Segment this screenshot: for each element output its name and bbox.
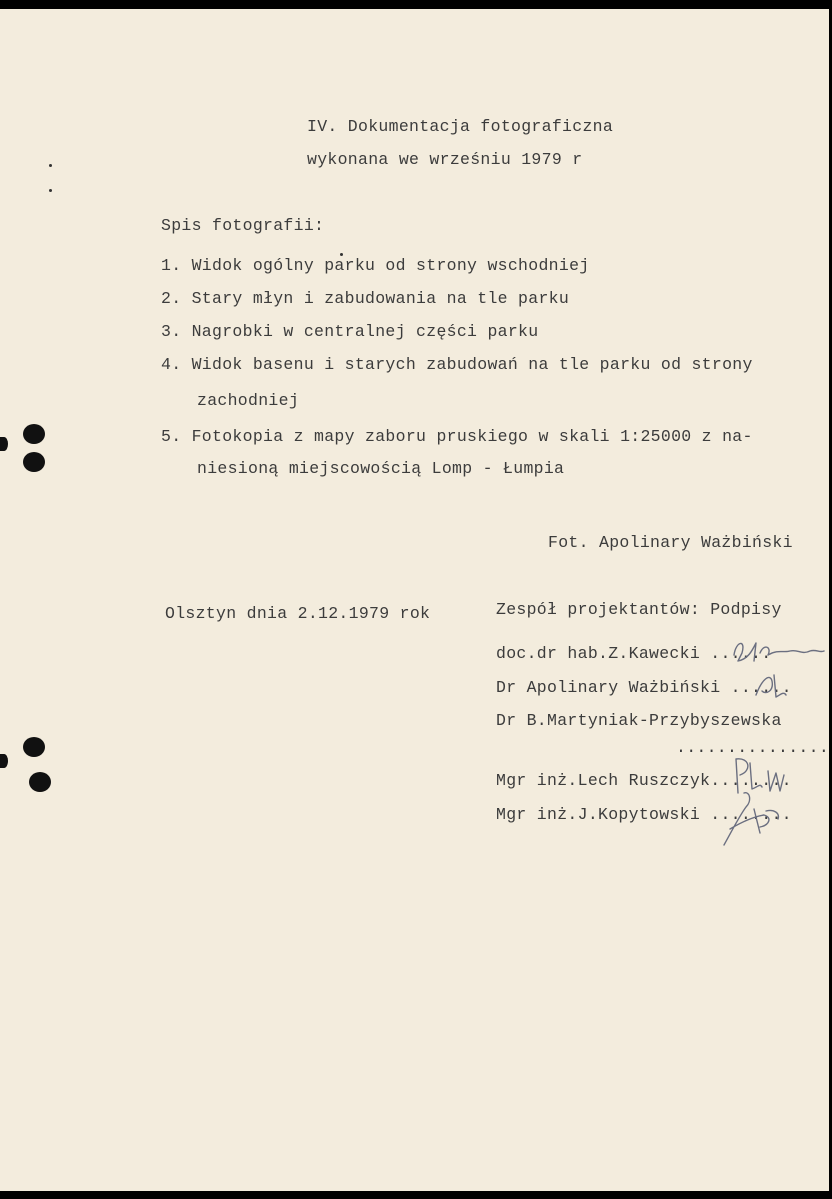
signature-dots: ............... (676, 738, 830, 757)
binder-hole (23, 452, 45, 472)
binder-hole (23, 424, 45, 444)
list-item-4-continuation: zachodniej (197, 391, 300, 410)
binder-hole (29, 772, 51, 792)
team-member-name: Mgr inż.Lech Ruszczyk (496, 771, 711, 790)
paper-speck (340, 253, 343, 256)
paper-speck (49, 164, 52, 167)
heading-line-2: wykonana we wrześniu 1979 r (307, 150, 583, 169)
place-and-date: Olsztyn dnia 2.12.1979 rok (165, 604, 431, 623)
list-title: Spis fotografii: (161, 216, 325, 235)
list-item-5: 5. Fotokopia z mapy zaboru pruskiego w skali 1:25000 z na- (161, 427, 753, 446)
team-member-name: Mgr inż.J.Kopytowski (496, 805, 701, 824)
signature-dots: ........ (710, 805, 792, 824)
team-title: Zespół projektantów: Podpisy (496, 600, 782, 619)
list-item-4: 4. Widok basenu i starych zabudowań na tle parku od strony (161, 355, 753, 374)
signature-wazbinski (752, 669, 792, 701)
paper-speck (49, 189, 52, 192)
document-page (0, 9, 829, 1191)
signature-kopytowski (720, 787, 786, 851)
binder-hole (0, 437, 8, 451)
heading-line-1: IV. Dokumentacja fotograficzna (307, 117, 614, 136)
team-member-row (496, 711, 782, 730)
team-member-row (496, 678, 792, 697)
list-item-5-continuation: niesioną miejscowością Lomp - Łumpia (197, 459, 565, 478)
photo-credit: Fot. Apolinary Ważbiński (548, 533, 793, 552)
signature-dots: ...... (730, 678, 792, 697)
signature-kawecki (728, 633, 828, 667)
team-member-name: Dr Apolinary Ważbiński (496, 678, 721, 697)
list-item-1: 1. Widok ogólny parku od strony wschodniej (161, 256, 590, 275)
team-member-name: Dr B.Martyniak-Przybyszewska (496, 711, 782, 730)
list-item-2: 2. Stary młyn i zabudowania na tle parku (161, 289, 570, 308)
binder-hole (23, 737, 45, 757)
list-item-3: 3. Nagrobki w centralnej części parku (161, 322, 539, 341)
team-member-name: doc.dr hab.Z.Kawecki (496, 644, 701, 663)
signature-dots: ...... (710, 644, 772, 663)
binder-hole (0, 754, 8, 768)
signature-dots: ........ (710, 771, 792, 790)
